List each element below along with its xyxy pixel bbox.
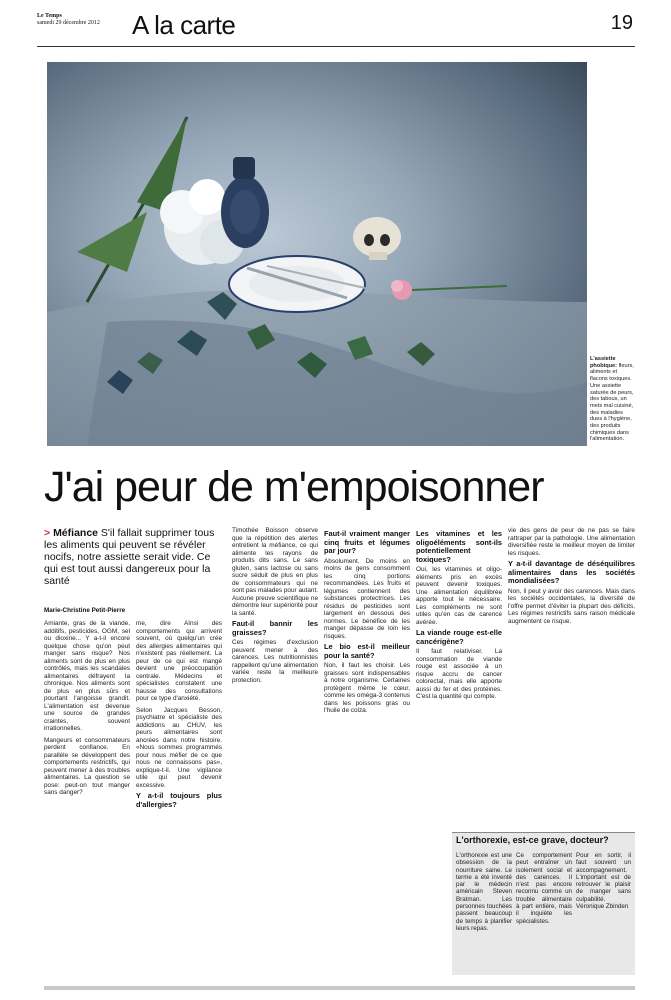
question-organic: Le bio est-il meilleur pour la santé? [324, 642, 410, 660]
caption-title: L'assiette phobique: [590, 356, 618, 369]
lead-kicker: Méfiance [53, 527, 98, 539]
column-4-text: Absolument. De moins en moins de gens consomment les cinq portions recommandées. Les fruits et légumes contiennent des substances protectrices. Les résidus de pesticides sont largement en dessous des normes. Le bénéfice de les manger dépasse de loin les risques. [324, 557, 410, 640]
footer-bar [44, 986, 635, 990]
issue-date: samedi 29 décembre 2012 [37, 20, 100, 26]
column-1 [44, 620, 130, 797]
lead-text: S'il fallait supprimer tous les aliments qui peuvent se révéler nocifs, notre assiette serait vide. Ce qui est tout aussi dangereux pour la santé [44, 527, 215, 587]
column-4-text-2: Non, il faut les choisir. Les graisses sont indispensables à notre organisme. Certaines protègent même le cœur, comme les oméga-3 contenus dans les poissons gras ou l'huile de colza. [324, 662, 410, 714]
page-number: 19 [610, 12, 633, 34]
brand: Le Temps [37, 13, 62, 19]
column-5-text: Oui, les vitamines et oligo-éléments pris en excès peuvent devenir toxiques. Une alimentation équilibrée apporte tout le nécessaire. Les compléments ne sont utiles qu'en cas de carence avérée. [416, 566, 502, 626]
box-column-2: Ce comportement peut entraîner un isolement social et des carences. Il n'est pas encore reconnu comme un trouble alimentaire à part entière, mais il inquiète les spécialistes. [516, 852, 572, 925]
column-1-text-2: Mangeurs et consommateurs perdent confiance. En parallèle se développent des comportements restrictifs, qui peuvent mener à des troubles alimentaires. La question se pose: peut-on tout manger sans danger? [44, 736, 130, 796]
column-3-text: Timothée Boisson observe que la répétition des alertes entretient la méfiance, ce qui alimente les rayons de produits dits sans. Le sans gluten, sans lactose ou sans sucre séduit de plus en plus de consommateurs qui ne sont pas malades pour autant. Aucune preuve scientifique ne démontre leur supériorité pour la santé. [232, 527, 318, 617]
question-vitamins: Les vitamines et les oligoéléments sont-ils potentiellement toxiques? [416, 529, 502, 564]
column-6-text-2: Non, il peut y avoir des carences. Mais dans les sociétés occidentales, la diversité de l'offre permet d'éviter la plupart des déficits. Les régimes restrictifs sans raison médicale augmentent ce risque. [508, 587, 635, 625]
box-title: L'orthorexie, est-ce grave, docteur? [456, 835, 609, 845]
question-globalization: Y a-t-il davantage de déséquilibres alimentaires dans les sociétés mondialisées? [508, 559, 635, 585]
masthead [37, 13, 100, 27]
column-3 [232, 527, 318, 684]
column-1-text: Amiante, gras de la viande, additifs, pesticides, OGM, sel ou dioxine... Y a-t-il encore quelque chose qu'on peut manger sans risque? Nos aliments sont de plus en plus contrôlés, mais les scandales alimentaires défrayent la chronique. Nos aliments sont de plus en plus sûrs et pourtant l'angoisse grandit. L'alimentation est devenue une source de grandes craintes, souvent irrationnelles. [44, 620, 130, 732]
column-2-text: me, dire Aïnsi des comportements qui arrivent souvent, où quelqu'un crée des allergies alimentaires qui n'existent pas réellement. La peur de ce qui est mangé devient une préoccupation centrale. Médecins et spécialistes constatent une hausse des consultations pour ce type d'anxiété. [136, 620, 222, 702]
box-column-1: L'orthorexie est une obsession de la nourriture saine. Le terme a été inventé par le médecin américain Steven Bratman. Les personnes touchées passent beaucoup de temps à planifier leurs repas. [456, 852, 512, 932]
photo-caption [590, 356, 636, 443]
column-2 [136, 620, 222, 811]
article-headline: J'ai peur de m'empoisonner [44, 463, 544, 511]
column-3-text-2: Ces régimes d'exclusion peuvent mener à des carences. Les nutritionnistes rappellent qu'une alimentation variée reste la meilleure protection. [232, 639, 318, 684]
question-allergies: Y a-t-il toujours plus d'allergies? [136, 791, 222, 809]
column-4 [324, 527, 410, 715]
lead-arrow-icon: > [44, 527, 51, 539]
still-life-illustration [47, 62, 587, 446]
question-fruits: Faut-il vraiment manger cinq fruits et légumes par jour? [324, 529, 410, 555]
caption-text: fleurs, aliments et flacons toxiques. Une assiette saturée de peurs, des tabous, un mets mal cuisiné, des maladies dues à l'hygiène, des produits chimiques dans l'alimentation. [590, 362, 634, 443]
byline: Marie-Christine Petit-Pierre [44, 607, 126, 614]
question-fats: Faut-il bannir les graisses? [232, 619, 318, 637]
column-6 [508, 527, 635, 625]
column-5-text-2: Il faut relativiser. La consommation de viande rouge est associée à un risque accru de cancer colorectal, mais elle apporte aussi du fer et des protéines. C'est la quantité qui compte. [416, 648, 502, 700]
page-header [0, 0, 671, 50]
column-6-text: vie des gens de peur de ne pas se faire rattraper par la pathologie. Une alimentation diversifiée reste le meilleur moyen de limiter les risques. [508, 527, 635, 557]
header-rule [37, 46, 635, 47]
box-column-3: Pour en sortir, il faut souvent un accompagnement. L'important est de retrouver le plaisir de manger sans culpabilité. Véronique Zbinden [576, 852, 631, 911]
article-lead [44, 527, 222, 587]
box-top-rule [452, 832, 635, 833]
column-2-text-2: Selon Jacques Besson, psychiatre et spécialiste des addictions au CHUV, les peurs alimentaires sont ancrées dans notre histoire. «Nous sommes programmés pour nous méfier de ce que nous ne connaissons pas», explique-t-il. Une vigilance utile qui peut devenir excessive. [136, 706, 222, 789]
question-red-meat: La viande rouge est-elle cancérigène? [416, 628, 502, 646]
section-title: A la carte [132, 10, 236, 40]
orthorexia-box [452, 832, 635, 975]
column-5 [416, 527, 502, 701]
still-life-photo [47, 62, 587, 446]
